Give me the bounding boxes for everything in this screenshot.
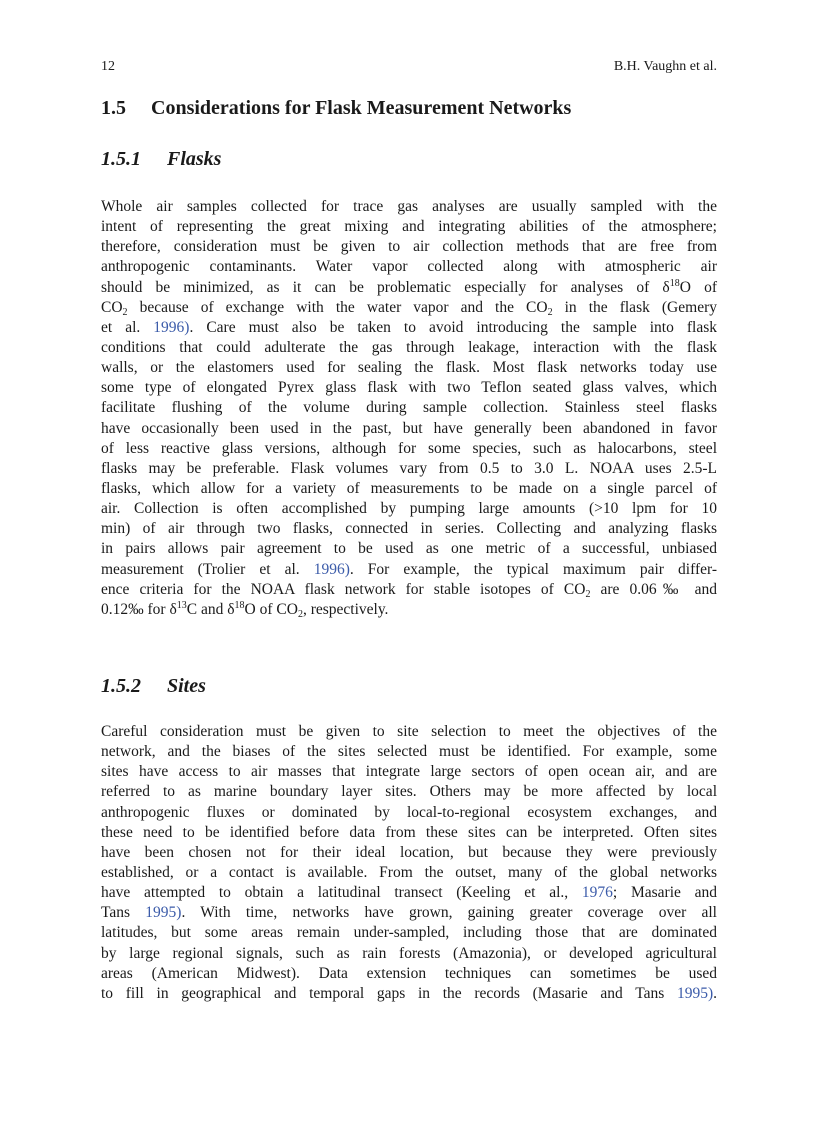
text-run: C and δ bbox=[186, 600, 235, 618]
text-line: Whole air samples collected for trace gas analyses are usually sampled with the bbox=[101, 198, 717, 215]
text-line: of less reactive glass versions, although for some species, such as halocarbons, steel bbox=[101, 439, 717, 457]
citation-link[interactable]: 1996) bbox=[153, 318, 190, 336]
text-run: CO bbox=[101, 298, 123, 316]
text-line bbox=[101, 560, 717, 580]
text-line: some type of elongated Pyrex glass flask with two Teflon seated glass valves, which bbox=[101, 379, 717, 397]
text-line bbox=[101, 600, 717, 620]
text-line bbox=[101, 278, 717, 298]
text-run: ence criteria for the NOAA flask network for stable isotopes of CO bbox=[101, 580, 586, 598]
subscript: 2 bbox=[585, 588, 591, 600]
text-line: Careful consideration must be given to site selection to meet the objectives of the bbox=[101, 723, 717, 740]
text-line: facilitate flushing of the volume during sample collection. Stainless steel flasks bbox=[101, 399, 717, 417]
citation-link[interactable]: 1976 bbox=[581, 884, 613, 902]
text-line: network, and the biases of the sites selected must be identified. For example, some bbox=[101, 743, 717, 761]
running-head-authors: B.H. Vaughn et al. bbox=[613, 59, 717, 74]
superscript: 18 bbox=[234, 599, 245, 611]
text-line: referred to as marine boundary layer sites. Others may be more affected by local bbox=[101, 783, 717, 801]
text-run: . With time, networks have grown, gaining greater coverage over all bbox=[181, 904, 717, 922]
text-line bbox=[101, 883, 717, 903]
text-run: in the flask (Gemery bbox=[552, 298, 717, 316]
section-number: 1.5 bbox=[101, 97, 126, 119]
text-line bbox=[101, 298, 717, 318]
text-run: . bbox=[713, 984, 717, 1002]
text-line: conditions that could adulterate the gas through leakage, interaction with the flask bbox=[101, 338, 717, 356]
text-line: min) of air through two flasks, connected in series. Collecting and analyzing flasks bbox=[101, 520, 717, 538]
text-line: these need to be identified before data from these sites can be interpreted. Often sites bbox=[101, 823, 717, 841]
text-run: , respectively. bbox=[302, 600, 389, 618]
text-line: intent of representing the great mixing and integrating abilities of the atmosphere; bbox=[101, 218, 717, 236]
flasks-paragraph bbox=[101, 197, 717, 620]
text-run: Tans bbox=[101, 904, 146, 922]
text-line: therefore, consideration must be given to air collection methods that are free from bbox=[101, 238, 717, 256]
text-line bbox=[101, 984, 717, 1004]
subsection-number: 1.5.2 bbox=[101, 675, 141, 697]
page-number: 12 bbox=[101, 59, 115, 74]
text-run: O of CO bbox=[244, 600, 298, 618]
text-line: sites have access to air masses that integrate large sectors of open ocean air, and are bbox=[101, 763, 717, 781]
subscript: 2 bbox=[122, 306, 128, 318]
superscript: 18 bbox=[669, 277, 680, 289]
text-line: flasks may be preferable. Flask volumes vary from 0.5 to 3.0 L. NOAA uses 2.5-L bbox=[101, 459, 717, 477]
citation-link[interactable]: 1996) bbox=[313, 560, 350, 578]
text-line: anthropogenic contaminants. Water vapor collected along with atmospheric air bbox=[101, 258, 717, 276]
text-line: have been chosen not for their ideal location, but because they were previously bbox=[101, 843, 717, 861]
text-run: 0.12‰ for δ bbox=[101, 600, 177, 618]
subsection-heading-flasks bbox=[101, 147, 221, 171]
subsection-title: Sites bbox=[167, 675, 206, 697]
text-line: walls, or the elastomers used for sealing the flask. Most flask networks today use bbox=[101, 359, 717, 377]
text-run: have attempted to obtain a latitudinal transect (Keeling et al., bbox=[101, 884, 582, 902]
subscript: 2 bbox=[297, 608, 303, 620]
text-line: have occasionally been used in the past, but have generally been abandoned in favor bbox=[101, 419, 717, 437]
text-run: measurement (Trolier et al. bbox=[101, 560, 314, 578]
text-line: latitudes, but some areas remain under-sampled, including those that are dominated bbox=[101, 924, 717, 942]
text-line: flasks, which allow for a variety of measurements to be made on a single parcel of bbox=[101, 479, 717, 497]
subsection-title: Flasks bbox=[167, 148, 222, 170]
subscript: 2 bbox=[547, 306, 553, 318]
text-run: to fill in geographical and temporal gaps in the records (Masarie and Tans bbox=[101, 984, 677, 1002]
text-line: anthropogenic fluxes or dominated by local-to-regional ecosystem exchanges, and bbox=[101, 803, 717, 821]
text-run: ; Masarie and bbox=[612, 884, 718, 902]
text-run: . Care must also be taken to avoid introducing the sample into flask bbox=[189, 318, 717, 336]
text-run: are 0.06‰ and bbox=[590, 580, 717, 598]
section-title: Considerations for Flask Measurement Networks bbox=[151, 97, 572, 119]
text-run: should be minimized, as it can be problematic especially for analyses of δ bbox=[101, 278, 670, 296]
text-line bbox=[101, 318, 717, 338]
text-line: in pairs allows pair agreement to be used as one metric of a successful, unbiased bbox=[101, 540, 717, 558]
text-run: because of exchange with the water vapor and the CO bbox=[127, 298, 548, 316]
sites-paragraph bbox=[101, 722, 717, 1004]
citation-link[interactable]: 1995) bbox=[676, 984, 714, 1002]
text-run: . For example, the typical maximum pair differ- bbox=[349, 560, 718, 578]
text-line: areas (American Midwest). Data extension techniques can sometimes be used bbox=[101, 964, 717, 982]
text-run: et al. bbox=[101, 318, 154, 336]
text-run: O of bbox=[679, 278, 718, 296]
text-line bbox=[101, 903, 717, 923]
section-heading bbox=[101, 96, 571, 120]
subsection-heading-sites bbox=[101, 674, 206, 698]
text-line: by large regional signals, such as rain forests (Amazonia), or developed agricultural bbox=[101, 944, 717, 962]
superscript: 13 bbox=[176, 599, 187, 611]
text-line: air. Collection is often accomplished by pumping large amounts (>10 lpm for 10 bbox=[101, 500, 717, 518]
text-line bbox=[101, 580, 717, 600]
text-line: established, or a contact is available. From the outset, many of the global networks bbox=[101, 863, 717, 881]
citation-link[interactable]: 1995) bbox=[145, 904, 182, 922]
subsection-number: 1.5.1 bbox=[101, 148, 141, 170]
